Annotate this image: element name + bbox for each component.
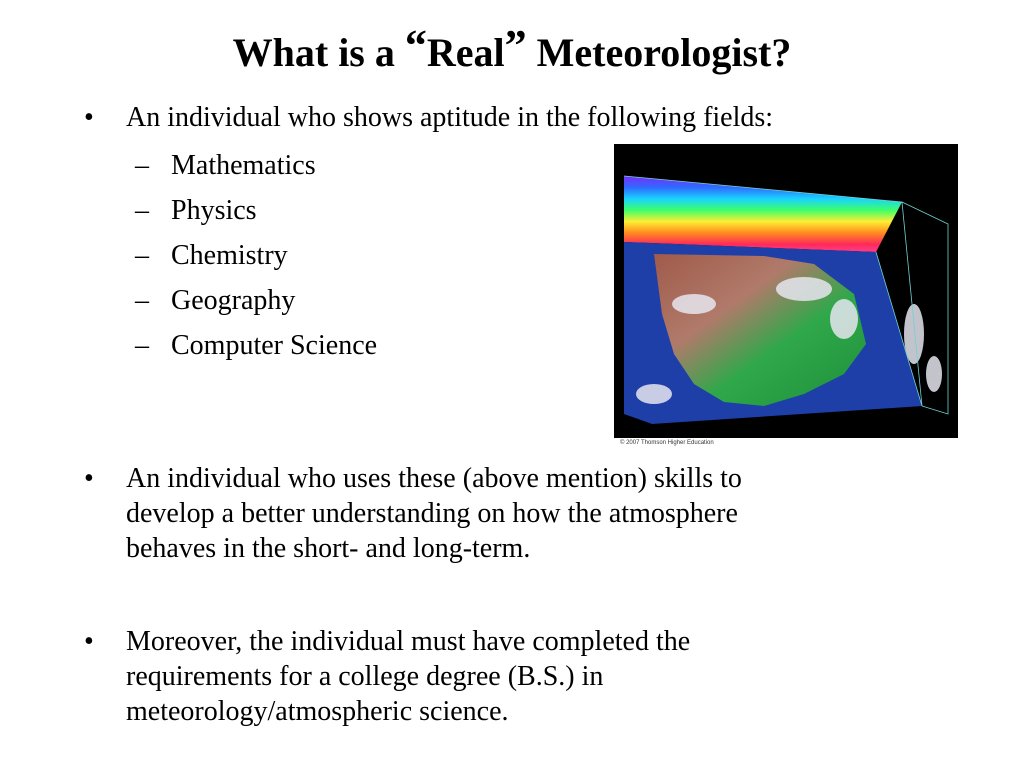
title-prefix: What is a (232, 30, 405, 75)
dash-marker: – (135, 195, 149, 226)
field-item-mathematics (135, 143, 377, 188)
title-quote-open: “ (404, 21, 427, 70)
field-item-geography (135, 278, 377, 323)
field-label: Mathematics (171, 150, 316, 181)
dash-marker: – (135, 330, 149, 361)
bullet-line: behaves in the short- and long-term. (126, 533, 531, 564)
bullet-line: Moreover, the individual must have completed the (126, 626, 691, 657)
title-emphasis: Real (426, 30, 505, 75)
bullet-text (126, 100, 773, 135)
bullet-text (126, 624, 690, 729)
field-item-physics (135, 188, 377, 233)
bullet-line: develop a better understanding on how the atmosphere (126, 498, 738, 529)
dash-marker: – (135, 285, 149, 316)
title-quote-close: ” (504, 21, 527, 70)
bullet-line: meteorology/atmospheric science. (126, 696, 509, 727)
title-suffix: Meteorologist? (526, 30, 792, 75)
dash-marker: – (135, 150, 149, 181)
bullet-marker: • (84, 626, 94, 657)
slide-title (0, 22, 1024, 77)
field-item-computer-science (135, 323, 377, 368)
field-label: Computer Science (171, 330, 378, 361)
bullet-line: An individual who uses these (above mention) skills to (126, 463, 742, 494)
field-label: Physics (171, 195, 257, 226)
bullet-line: requirements for a college degree (B.S.) in (126, 661, 604, 692)
field-label: Chemistry (171, 240, 288, 271)
field-item-chemistry (135, 233, 377, 278)
bullet-line: An individual who shows aptitude in the following fields: (126, 102, 774, 133)
field-label: Geography (171, 285, 296, 316)
dash-marker: – (135, 240, 149, 271)
bullet-text (126, 461, 742, 566)
fields-list (135, 143, 377, 368)
bullet-marker: • (84, 463, 94, 494)
bullet-marker: • (84, 102, 94, 133)
image-credit: © 2007 Thomson Higher Education (620, 440, 714, 446)
weather-model-image (614, 144, 958, 438)
weather-model-graphic (614, 144, 958, 438)
